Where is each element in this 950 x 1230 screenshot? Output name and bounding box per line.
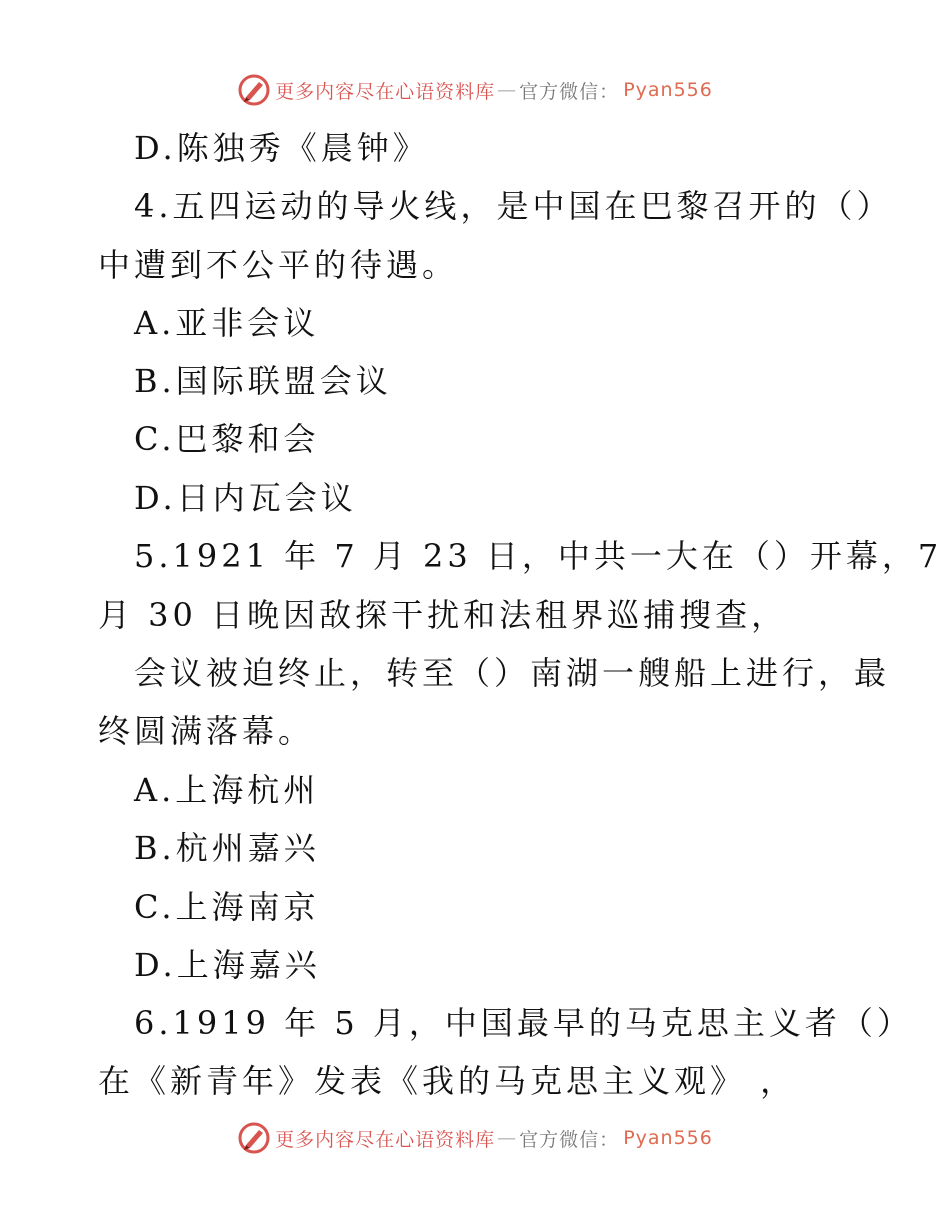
pen-logo-icon bbox=[237, 1121, 271, 1155]
header-wechat-label: 官方微信： bbox=[519, 80, 620, 103]
header-wechat-id: Pyan556 bbox=[623, 79, 713, 101]
header-watermark bbox=[0, 70, 950, 110]
option-line: B.杭州嘉兴 bbox=[134, 829, 320, 867]
footer-text: 更多内容尽在心语资料库 bbox=[275, 1128, 496, 1151]
option-line: D.日内瓦会议 bbox=[134, 479, 357, 517]
footer-watermark bbox=[0, 1118, 950, 1158]
question-line: 4.五四运动的导火线，是中国在巴黎召开的（） bbox=[134, 187, 893, 225]
option-line: B.国际联盟会议 bbox=[134, 362, 392, 400]
footer-wechat-id: Pyan556 bbox=[623, 1127, 713, 1149]
header-text: 更多内容尽在心语资料库 bbox=[275, 80, 496, 103]
option-line: D.上海嘉兴 bbox=[134, 946, 321, 984]
option-line: C.巴黎和会 bbox=[134, 420, 320, 458]
text-line: 终圆满落幕。 bbox=[98, 712, 315, 750]
pen-logo-icon bbox=[237, 73, 271, 107]
text-line: D.陈独秀《晨钟》 bbox=[134, 129, 429, 167]
question-line: 5.1921 年 7 月 23 日，中共一大在（）开幕，7 bbox=[134, 537, 943, 575]
footer-separator: — bbox=[497, 1127, 518, 1149]
text-line: 中遭到不公平的待遇。 bbox=[98, 246, 459, 284]
text-line: 在《新青年》发表《我的马克思主义观》 ， bbox=[98, 1062, 797, 1100]
option-line: C.上海南京 bbox=[134, 888, 320, 926]
text-line: 会议被迫终止，转至（）南湖一艘船上进行，最 bbox=[134, 654, 891, 692]
option-line: A.亚非会议 bbox=[134, 304, 320, 342]
text-line: 月 30 日晚因敌探干扰和法租界巡捕搜查， bbox=[98, 596, 788, 634]
footer-wechat-label: 官方微信： bbox=[519, 1128, 620, 1151]
header-separator: — bbox=[497, 79, 518, 101]
question-line: 6.1919 年 5 月，中国最早的马克思主义者（） bbox=[134, 1004, 913, 1042]
option-line: A.上海杭州 bbox=[134, 771, 320, 809]
